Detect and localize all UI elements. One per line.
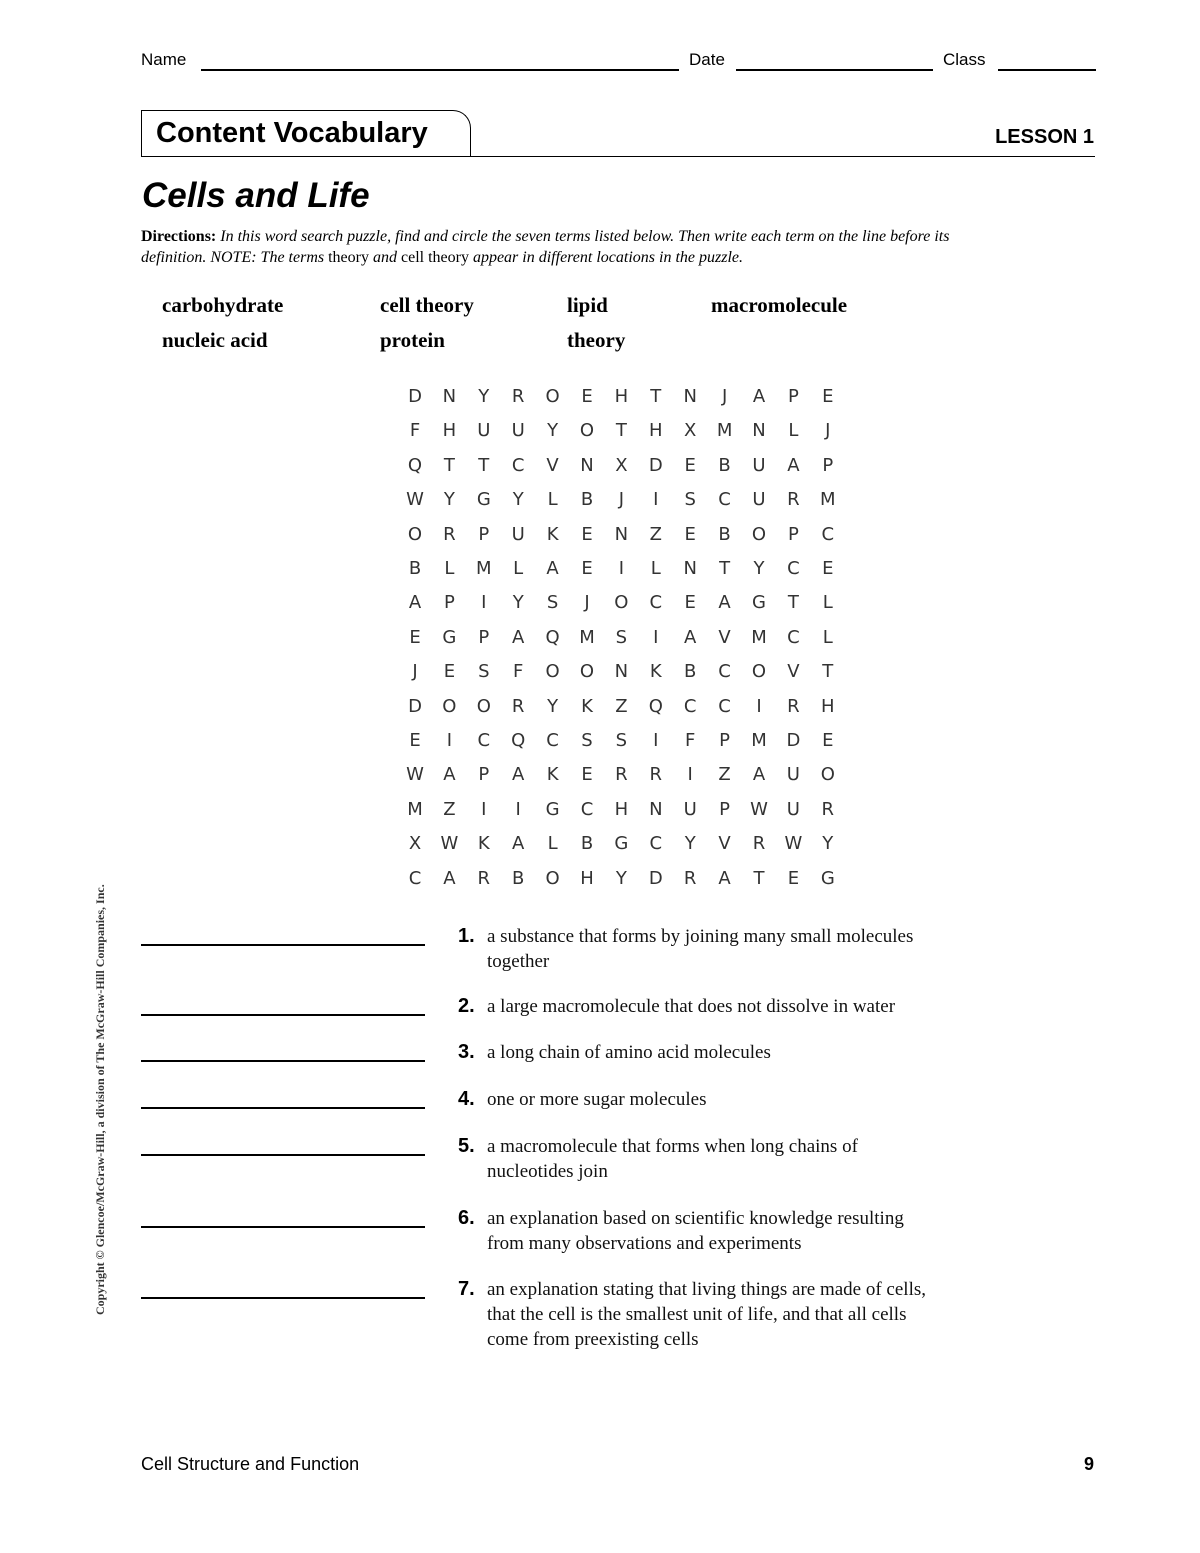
puzzle-letter[interactable]: I xyxy=(653,730,659,751)
answer-line[interactable] xyxy=(141,1014,425,1016)
definition-line: together xyxy=(487,951,550,972)
puzzle-letter[interactable]: I xyxy=(653,626,659,648)
class-label: Class xyxy=(943,50,986,69)
puzzle-letter[interactable]: K xyxy=(581,695,593,717)
puzzle-letter[interactable]: W xyxy=(406,489,424,511)
puzzle-letter[interactable]: A xyxy=(684,626,697,648)
puzzle-letter[interactable]: Y xyxy=(547,695,559,717)
puzzle-letter[interactable]: O xyxy=(751,661,767,683)
puzzle-letter[interactable]: C xyxy=(649,833,663,855)
puzzle-letter[interactable]: U xyxy=(511,420,525,442)
puzzle-letter[interactable]: D xyxy=(408,386,422,407)
puzzle-letter[interactable]: D xyxy=(648,454,663,476)
definition-text xyxy=(487,924,997,974)
puzzle-letter[interactable]: A xyxy=(546,558,559,579)
puzzle-letter[interactable]: L xyxy=(650,558,661,579)
date-label: Date xyxy=(689,50,725,69)
puzzle-letter[interactable]: N xyxy=(580,454,594,476)
puzzle-letter[interactable]: Z xyxy=(649,523,662,545)
puzzle-letter[interactable]: B xyxy=(684,661,697,683)
puzzle-letter[interactable]: O xyxy=(751,523,767,545)
definition-line: from many observations and experiments xyxy=(487,1233,802,1254)
puzzle-letter[interactable]: L xyxy=(822,592,833,614)
puzzle-letter[interactable]: W xyxy=(440,833,459,855)
puzzle-letter[interactable]: U xyxy=(511,523,525,545)
answer-line[interactable] xyxy=(141,1107,425,1109)
puzzle-letter[interactable]: J xyxy=(584,592,590,614)
puzzle-letter[interactable]: L xyxy=(788,420,799,442)
puzzle-letter[interactable]: B xyxy=(408,558,422,579)
puzzle-letter[interactable]: C xyxy=(546,730,559,751)
puzzle-letter[interactable]: S xyxy=(615,730,628,751)
puzzle-letter[interactable]: E xyxy=(581,523,593,545)
puzzle-letter[interactable]: M xyxy=(820,489,836,511)
answer-line[interactable] xyxy=(141,1297,425,1299)
puzzle-letter[interactable]: C xyxy=(683,695,697,717)
copyright-notice: Copyright © Glencoe/McGraw-Hill, a division of The McGraw-Hill Companies, Inc. xyxy=(93,884,107,1315)
puzzle-letter[interactable]: I xyxy=(481,592,487,614)
puzzle-letter[interactable]: H xyxy=(580,867,594,889)
puzzle-letter[interactable]: E xyxy=(684,523,696,545)
puzzle-letter[interactable]: C xyxy=(718,661,731,683)
puzzle-letter[interactable]: Z xyxy=(718,764,731,786)
puzzle-letter[interactable]: H xyxy=(614,798,629,820)
section-tab xyxy=(141,110,471,156)
puzzle-letter[interactable]: H xyxy=(821,695,835,717)
puzzle-letter[interactable]: R xyxy=(787,489,800,511)
puzzle-letter[interactable]: O xyxy=(579,661,595,683)
puzzle-letter[interactable]: Y xyxy=(443,489,455,511)
puzzle-letter[interactable]: O xyxy=(820,764,835,786)
puzzle-letter[interactable]: P xyxy=(478,764,490,786)
puzzle-letter[interactable]: S xyxy=(546,592,559,614)
puzzle-letter[interactable]: T xyxy=(478,454,490,476)
puzzle-letter[interactable]: H xyxy=(442,420,457,442)
term-item: lipid xyxy=(567,293,608,317)
puzzle-letter[interactable]: Z xyxy=(615,695,628,717)
puzzle-letter[interactable]: R xyxy=(649,764,663,786)
directions-text-2: and xyxy=(372,249,397,266)
puzzle-letter[interactable]: A xyxy=(512,833,525,855)
puzzle-letter[interactable]: J xyxy=(412,661,418,683)
term-item: theory xyxy=(567,328,626,352)
answer-line[interactable] xyxy=(141,1154,425,1156)
word-search-grid[interactable] xyxy=(398,380,840,890)
puzzle-letter[interactable]: E xyxy=(684,592,696,614)
puzzle-letter[interactable]: Y xyxy=(547,420,559,442)
puzzle-letter[interactable]: T xyxy=(787,592,799,614)
puzzle-letter[interactable]: W xyxy=(750,798,768,820)
puzzle-letter[interactable]: V xyxy=(718,833,731,855)
puzzle-letter[interactable]: M xyxy=(476,558,492,579)
puzzle-letter[interactable]: R xyxy=(683,867,697,889)
puzzle-letter[interactable]: L xyxy=(513,558,524,579)
puzzle-letter[interactable]: U xyxy=(752,454,766,476)
puzzle-letter[interactable]: E xyxy=(581,764,593,786)
puzzle-letter[interactable]: O xyxy=(407,523,423,545)
puzzle-letter[interactable]: R xyxy=(615,764,628,786)
puzzle-letter[interactable]: I xyxy=(618,558,625,579)
puzzle-letter[interactable]: E xyxy=(581,558,593,579)
puzzle-letter[interactable]: O xyxy=(579,420,595,442)
puzzle-letter[interactable]: M xyxy=(407,798,423,820)
name-label: Name xyxy=(141,50,187,69)
puzzle-letter[interactable]: A xyxy=(512,764,525,786)
puzzle-letter[interactable]: C xyxy=(718,695,731,717)
puzzle-letter[interactable]: P xyxy=(822,454,834,476)
definition-line: nucleotides join xyxy=(487,1161,608,1182)
puzzle-letter[interactable]: C xyxy=(511,454,525,476)
puzzle-letter[interactable]: A xyxy=(443,764,456,786)
puzzle-letter[interactable]: R xyxy=(443,523,456,545)
puzzle-letter[interactable]: E xyxy=(787,867,800,889)
puzzle-letter[interactable]: D xyxy=(648,867,663,889)
term-list xyxy=(162,293,962,363)
puzzle-letter[interactable]: A xyxy=(512,626,525,648)
puzzle-letter[interactable]: G xyxy=(545,798,560,820)
definition-number: 1. xyxy=(458,925,475,947)
puzzle-letter[interactable]: M xyxy=(751,730,767,751)
puzzle-letter[interactable]: Q xyxy=(648,695,663,717)
puzzle-letter[interactable]: M xyxy=(579,626,595,648)
puzzle-letter[interactable]: W xyxy=(406,764,424,786)
puzzle-letter[interactable]: Y xyxy=(753,558,765,579)
puzzle-letter[interactable]: K xyxy=(649,661,662,683)
puzzle-letter[interactable]: B xyxy=(512,867,525,889)
puzzle-letter[interactable]: I xyxy=(446,730,453,751)
puzzle-letter[interactable]: N xyxy=(614,523,629,545)
puzzle-letter[interactable]: E xyxy=(409,626,421,648)
puzzle-letter[interactable]: N xyxy=(752,420,766,442)
puzzle-letter[interactable]: Y xyxy=(512,592,524,614)
puzzle-letter[interactable]: R xyxy=(477,867,491,889)
puzzle-letter[interactable]: U xyxy=(786,798,800,820)
definition-text xyxy=(487,994,997,1019)
puzzle-letter[interactable]: J xyxy=(721,386,728,407)
puzzle-letter[interactable]: R xyxy=(752,833,766,855)
definition-text xyxy=(487,1087,997,1112)
puzzle-letter[interactable]: E xyxy=(684,454,696,476)
puzzle-letter[interactable]: D xyxy=(786,730,801,751)
definition-line: an explanation based on scientific knowledge resulting xyxy=(487,1208,904,1229)
puzzle-letter[interactable]: A xyxy=(787,454,800,476)
puzzle-letter[interactable]: P xyxy=(787,386,799,407)
definition-line: come from preexisting cells xyxy=(487,1329,699,1350)
definition-number: 3. xyxy=(458,1041,475,1063)
class-field[interactable] xyxy=(998,69,1096,71)
puzzle-letter[interactable]: R xyxy=(511,695,525,717)
definition-number: 5. xyxy=(458,1135,475,1157)
puzzle-letter[interactable]: P xyxy=(719,798,731,820)
directions-text-3: appear in different locations in the puzzle. xyxy=(472,249,743,266)
directions-label: Directions: xyxy=(141,228,217,245)
puzzle-letter[interactable]: R xyxy=(821,798,835,820)
definition-line: a substance that forms by joining many small molecules xyxy=(487,926,914,947)
puzzle-letter[interactable]: I xyxy=(653,489,659,511)
puzzle-letter[interactable]: L xyxy=(822,626,833,648)
puzzle-letter[interactable]: G xyxy=(442,626,457,648)
puzzle-letter[interactable]: K xyxy=(477,833,490,855)
puzzle-letter[interactable]: F xyxy=(685,730,696,751)
puzzle-letter[interactable]: C xyxy=(477,730,491,751)
puzzle-letter[interactable]: A xyxy=(718,867,731,889)
date-field[interactable] xyxy=(736,69,933,71)
puzzle-letter[interactable]: C xyxy=(821,523,835,545)
puzzle-letter[interactable]: N xyxy=(683,386,697,407)
term-item: cell theory xyxy=(380,293,474,317)
puzzle-letter[interactable]: L xyxy=(444,558,455,579)
puzzle-letter[interactable]: D xyxy=(408,695,422,717)
puzzle-letter[interactable]: E xyxy=(822,386,834,407)
puzzle-letter[interactable]: I xyxy=(515,798,521,820)
puzzle-letter[interactable]: B xyxy=(718,523,731,545)
puzzle-letter[interactable]: Q xyxy=(511,730,526,751)
puzzle-letter[interactable]: K xyxy=(546,764,559,786)
puzzle-letter[interactable]: N xyxy=(649,798,663,820)
definition-text xyxy=(487,1206,997,1256)
definition-number: 6. xyxy=(458,1207,475,1229)
puzzle-letter[interactable]: U xyxy=(786,764,800,786)
section-title: Content Vocabulary xyxy=(156,117,428,149)
page-number: 9 xyxy=(1083,1454,1094,1474)
puzzle-letter[interactable]: T xyxy=(650,386,662,407)
term-item: macromolecule xyxy=(711,293,848,317)
puzzle-letter[interactable]: Y xyxy=(684,833,696,855)
puzzle-letter[interactable]: G xyxy=(614,833,629,855)
puzzle-letter[interactable]: C xyxy=(718,489,731,511)
puzzle-letter[interactable]: C xyxy=(408,867,422,889)
puzzle-letter[interactable]: Y xyxy=(512,489,524,511)
puzzle-letter[interactable]: A xyxy=(443,867,456,889)
puzzle-letter[interactable]: A xyxy=(718,592,731,614)
puzzle-letter[interactable]: C xyxy=(787,626,800,648)
puzzle-letter[interactable]: U xyxy=(477,420,491,442)
definition-line: a long chain of amino acid molecules xyxy=(487,1042,771,1063)
puzzle-letter[interactable]: P xyxy=(478,626,490,648)
puzzle-letter[interactable]: O xyxy=(545,386,560,407)
page-title: Cells and Life xyxy=(142,176,370,215)
puzzle-letter[interactable]: S xyxy=(478,661,490,683)
puzzle-letter[interactable]: L xyxy=(547,489,558,511)
puzzle-letter[interactable]: O xyxy=(476,695,491,717)
puzzle-letter[interactable]: U xyxy=(683,798,697,820)
name-field[interactable] xyxy=(201,69,679,71)
puzzle-letter[interactable]: T xyxy=(443,454,455,476)
puzzle-letter[interactable]: S xyxy=(581,730,593,751)
puzzle-letter[interactable]: N xyxy=(442,386,457,407)
puzzle-letter[interactable]: V xyxy=(546,454,559,476)
directions-term-theory: theory xyxy=(328,249,369,266)
puzzle-letter[interactable]: E xyxy=(443,661,456,683)
puzzle-letter[interactable]: H xyxy=(649,420,663,442)
puzzle-letter[interactable]: G xyxy=(476,489,491,511)
puzzle-letter[interactable]: Q xyxy=(545,626,560,648)
answer-line[interactable] xyxy=(141,1060,425,1062)
definition-line: that the cell is the smallest unit of life, and that all cells xyxy=(487,1304,907,1325)
puzzle-letter[interactable]: N xyxy=(683,558,697,579)
puzzle-letter[interactable]: H xyxy=(614,386,629,407)
section-rule xyxy=(141,156,1095,157)
puzzle-letter[interactable]: A xyxy=(752,386,766,407)
definition-text xyxy=(487,1277,997,1352)
puzzle-letter[interactable]: R xyxy=(787,695,800,717)
directions xyxy=(141,226,1001,268)
puzzle-letter[interactable]: T xyxy=(822,661,834,683)
puzzle-letter[interactable]: L xyxy=(547,833,558,855)
puzzle-letter[interactable]: B xyxy=(580,489,594,511)
puzzle-letter[interactable]: Y xyxy=(822,833,834,855)
puzzle-letter[interactable]: T xyxy=(615,420,627,442)
puzzle-letter[interactable]: Y xyxy=(478,386,490,407)
puzzle-letter[interactable]: X xyxy=(615,454,628,476)
definition-number: 2. xyxy=(458,995,475,1017)
puzzle-letter[interactable]: Z xyxy=(443,798,456,820)
term-item: protein xyxy=(380,328,445,352)
definition-line: an explanation stating that living things are made of cells, xyxy=(487,1279,926,1300)
puzzle-letter[interactable]: N xyxy=(614,661,629,683)
puzzle-letter[interactable]: E xyxy=(581,386,593,407)
puzzle-letter[interactable]: J xyxy=(825,420,831,442)
puzzle-letter[interactable]: G xyxy=(820,867,835,889)
puzzle-letter[interactable]: Q xyxy=(407,454,423,476)
footer-subject: Cell Structure and Function xyxy=(141,1454,360,1474)
puzzle-letter[interactable]: J xyxy=(618,489,625,511)
puzzle-letter[interactable]: O xyxy=(545,867,560,889)
term-item: nucleic acid xyxy=(162,328,268,352)
puzzle-letter[interactable]: I xyxy=(481,798,487,820)
student-info-header xyxy=(141,50,1096,74)
puzzle-letter[interactable]: E xyxy=(409,730,421,751)
definition-line: one or more sugar molecules xyxy=(487,1089,707,1110)
puzzle-letter[interactable]: I xyxy=(756,695,762,717)
puzzle-letter[interactable]: V xyxy=(787,661,800,683)
puzzle-letter[interactable]: X xyxy=(684,420,697,442)
puzzle-letter[interactable]: V xyxy=(718,626,731,648)
puzzle-letter[interactable]: F xyxy=(409,420,421,442)
puzzle-letter[interactable]: R xyxy=(511,386,525,407)
lesson-label: LESSON 1 xyxy=(995,126,1094,148)
definition-line: a macromolecule that forms when long chains of xyxy=(487,1136,858,1157)
answer-line[interactable] xyxy=(141,944,425,946)
puzzle-letter[interactable]: M xyxy=(751,626,767,648)
puzzle-letter[interactable]: T xyxy=(719,558,731,579)
definition-text xyxy=(487,1040,997,1065)
puzzle-letter[interactable]: S xyxy=(615,626,628,648)
puzzle-letter[interactable]: G xyxy=(752,592,766,614)
puzzle-letter[interactable]: A xyxy=(752,764,766,786)
puzzle-letter[interactable]: P xyxy=(478,523,490,545)
puzzle-letter[interactable]: O xyxy=(545,661,560,683)
puzzle-letter[interactable]: E xyxy=(822,558,834,579)
puzzle-letter[interactable]: P xyxy=(443,592,455,614)
puzzle-letter[interactable]: C xyxy=(580,798,594,820)
puzzle-letter[interactable]: C xyxy=(787,558,800,579)
puzzle-letter[interactable]: P xyxy=(719,730,731,751)
definition-number: 4. xyxy=(458,1088,475,1110)
definition-line: a large macromolecule that does not dissolve in water xyxy=(487,996,896,1017)
directions-text-1: In this word search puzzle, find and circle the seven terms listed below. Then write each term on the line before its definition. NOTE: The terms xyxy=(141,228,950,266)
definition-text xyxy=(487,1134,997,1184)
directions-term-cell-theory: cell theory xyxy=(400,249,469,266)
answer-line[interactable] xyxy=(141,1226,425,1228)
puzzle-letter[interactable]: Y xyxy=(615,867,627,889)
puzzle-letter[interactable]: U xyxy=(752,489,766,511)
puzzle-letter[interactable]: I xyxy=(687,764,693,786)
puzzle-letter[interactable]: C xyxy=(649,592,663,614)
puzzle-letter[interactable]: F xyxy=(513,661,524,683)
puzzle-letter[interactable]: W xyxy=(784,833,803,855)
puzzle-letter[interactable]: X xyxy=(408,833,422,855)
puzzle-letter[interactable]: A xyxy=(408,592,422,614)
puzzle-letter[interactable]: S xyxy=(684,489,696,511)
puzzle-letter[interactable]: K xyxy=(546,523,559,545)
term-item: carbohydrate xyxy=(162,293,284,317)
puzzle-letter[interactable]: O xyxy=(614,592,629,614)
puzzle-letter[interactable]: E xyxy=(822,730,834,751)
puzzle-letter[interactable]: T xyxy=(753,867,765,889)
puzzle-letter[interactable]: B xyxy=(580,833,594,855)
puzzle-letter[interactable]: P xyxy=(787,523,799,545)
definition-number: 7. xyxy=(458,1278,475,1300)
puzzle-letter[interactable]: M xyxy=(716,420,733,442)
puzzle-letter[interactable]: O xyxy=(442,695,457,717)
puzzle-letter[interactable]: B xyxy=(718,454,731,476)
